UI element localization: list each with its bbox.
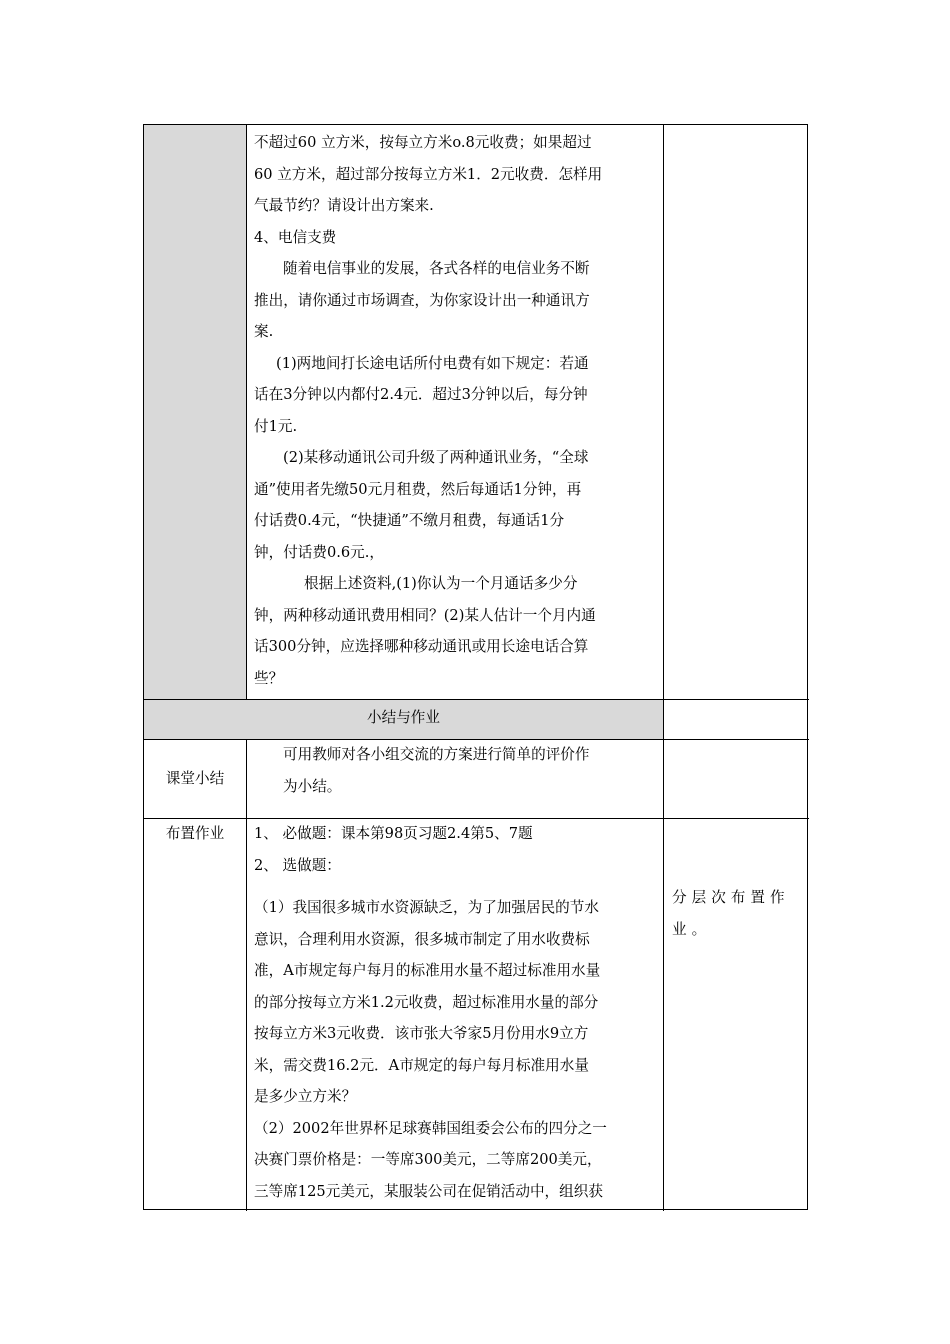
text-line: 话在3分钟以内都付2.4元．超过3分钟以后，每分钟 [254,386,588,403]
text-line: 推出，请你通过市场调查，为你家设计出一种通讯方 [254,291,590,309]
text-line: 钟，付话费0.6元.， [254,543,385,561]
class-summary-label: 课堂小结 [165,770,225,787]
text-line: 三等席125元美元，某服装公司在促销活动中，组织获 [254,1182,603,1200]
summary-header-cell [144,699,663,739]
text-line: 4、电信支费 [254,228,337,246]
text-line: 2、 选做题： [254,856,341,874]
text-line: (1)两地间打长途电话所付电费有如下规定：若通 [276,354,589,372]
text-line: 钟，两种移动通讯费用相同？(2)某人估计一个月内通 [254,606,596,624]
text-line: 分层次布置作 [672,889,790,906]
text-line: 的部分按每立方米1.2元收费，超过标准用水量的部分 [254,993,599,1011]
text-line: 按每立方米3元收费．该市张大爷家5月份用水9立方 [254,1025,589,1042]
text-line: 意识，合理利用水资源，很多城市制定了用水收费标 [254,930,590,948]
text-line: 决赛门票价格是：一等席300美元，二等席200美元， [254,1151,602,1168]
text-line: （2）2002年世界杯足球赛韩国组委会公布的四分之一 [254,1119,607,1137]
text-line: 业。 [672,920,712,938]
class-summary-text [254,739,659,802]
text-line: 不超过60 立方米，按每立方米o.8元收费；如果超过 [254,134,592,151]
summary-header: 小结与作业 [367,709,440,726]
homework-text [254,818,659,1207]
text-line: 1、 必做题：课本第98页习题2.4第5、7题 [254,825,533,842]
text-line: 可用教师对各小组交流的方案进行简单的评价作 [283,746,590,763]
text-line: 是多少立方米？ [254,1088,357,1105]
text-line: 付1元. [254,417,298,435]
text-line: 些？ [254,669,284,687]
text-line: 米，需交费16.2元．A市规定的每户每月标准用水量 [254,1056,589,1074]
lesson-table [143,124,808,1210]
homework-label: 布置作业 [165,825,225,842]
text-line: 为小结。 [283,777,342,795]
text-line: （1）我国很多城市水资源缺乏，为了加强居民的节水 [254,899,599,916]
homework-note [672,882,802,945]
text-line: 付话费0.4元，“快捷通”不缴月租费，每通话1分 [254,512,565,529]
text-line: 根据上述资料,(1)你认为一个月通话多少分 [304,575,578,592]
text-line: 气最节约？请设计出方案来. [254,197,434,214]
text-line: (2)某移动通讯公司升级了两种通讯业务，“全球 [283,449,589,466]
text-line: 通”使用者先缴50元月租费，然后每通话1分钟，再 [254,480,582,498]
text-line: 案. [254,323,274,340]
left-gray-cell [144,125,246,699]
text-line: 60 立方米，超过部分按每立方米1．2元收费．怎样用 [254,165,603,183]
problem-text-block [254,127,659,694]
text-line: 准，A市规定每户每月的标准用水量不超过标准用水量 [254,962,601,979]
text-line: 随着电信事业的发展，各式各样的电信业务不断 [283,260,590,277]
text-line: 话300分钟，应选择哪种移动通讯或用长途电话合算 [254,638,589,655]
